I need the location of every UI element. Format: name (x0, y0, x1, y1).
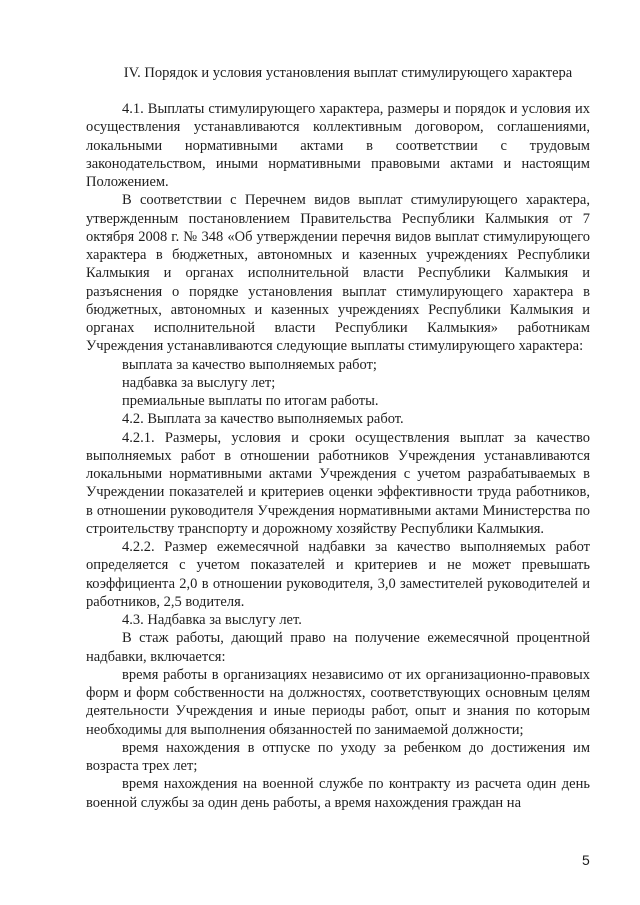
list-item-quality-payment: выплата за качество выполняемых работ; (122, 356, 377, 373)
paragraph-4-1: 4.1. Выплаты стимулирующего характера, размеры и порядок и условия их осуществления устанавливаются коллективным договором, соглашениями, локальными нормативными актами в соответствии с трудовым законодательством, иными нормативными правовыми актами и настоящим Положением. (86, 101, 590, 190)
list-item-seniority-bonus: надбавка за выслугу лет; (122, 374, 276, 391)
section-heading: IV. Порядок и условия установления выплат стимулирующего характера (123, 65, 573, 81)
paragraph-4-2-1: 4.2.1. Размеры, условия и сроки осуществления выплат за качество выполняемых работ в отношении работников Учреждения устанавливаются локальными нормативными актами Учреждения с учетом разрабатываемых в Учреждении показателей и критериев оценки эффективности труда работников, в отношении руководителя Учреждения нормативными актами Министерства по строительству транспорту и дорожному хозяйству Республики Калмыкия. (86, 429, 590, 537)
paragraph-4-2-2: 4.2.2. Размер ежемесячной надбавки за качество выполняемых работ определяется с учетом показателей и критериев и не может превышать коэффициента 2,0 в отношении руководителя, 3,0 заместителей руководителей и работников, 2,5 водителя. (86, 539, 590, 610)
list-item-bonus-payments: премиальные выплаты по итогам работы. (122, 393, 379, 409)
paragraph-4-2: 4.2. Выплата за качество выполняемых работ. (122, 411, 404, 428)
document-body (86, 100, 590, 812)
paragraph-parental-leave: время нахождения в отпуске по уходу за ребенком до достижения им возраста трех лет; (86, 739, 590, 774)
paragraph-seniority-intro: В стаж работы, дающий право на получение ежемесячной процентной надбавки, включается: (86, 630, 590, 665)
paragraph-work-time: время работы в организациях независимо от их организационно-правовых форм и форм собственности на должностях, соответствующих основным целям деятельности Учреждения и иные периоды работ, опыт и знания по которым необходимы для выполнения обязанностей по занимаемой должности; (86, 666, 590, 738)
page-number: 5 (582, 852, 590, 868)
paragraph-military-service: время нахождения на военной службе по контракту из расчета один день военной службы за один день работы, а время нахождения граждан на (86, 776, 590, 811)
paragraph-list-intro: В соответствии с Перечнем видов выплат стимулирующего характера, утвержденным постановлением Правительства Республики Калмыкия от 7 октября 2008 г. № 348 «Об утверждении перечня видов выплат стимулирующего характера в бюджетных, автономных и казенных учреждениях Республики Калмыкия и органах исполнительной власти Республики Калмыкия и разъяснения о порядке установления выплат стимулирующего характера в бюджетных, автономных и казенных учреждениях Республики Калмыкия и органах исполнительной власти Республики Калмыкия» работникам Учреждения устанавливаются следующие выплаты стимулирующего характера: (86, 192, 590, 355)
paragraph-4-3: 4.3. Надбавка за выслугу лет. (122, 612, 302, 628)
